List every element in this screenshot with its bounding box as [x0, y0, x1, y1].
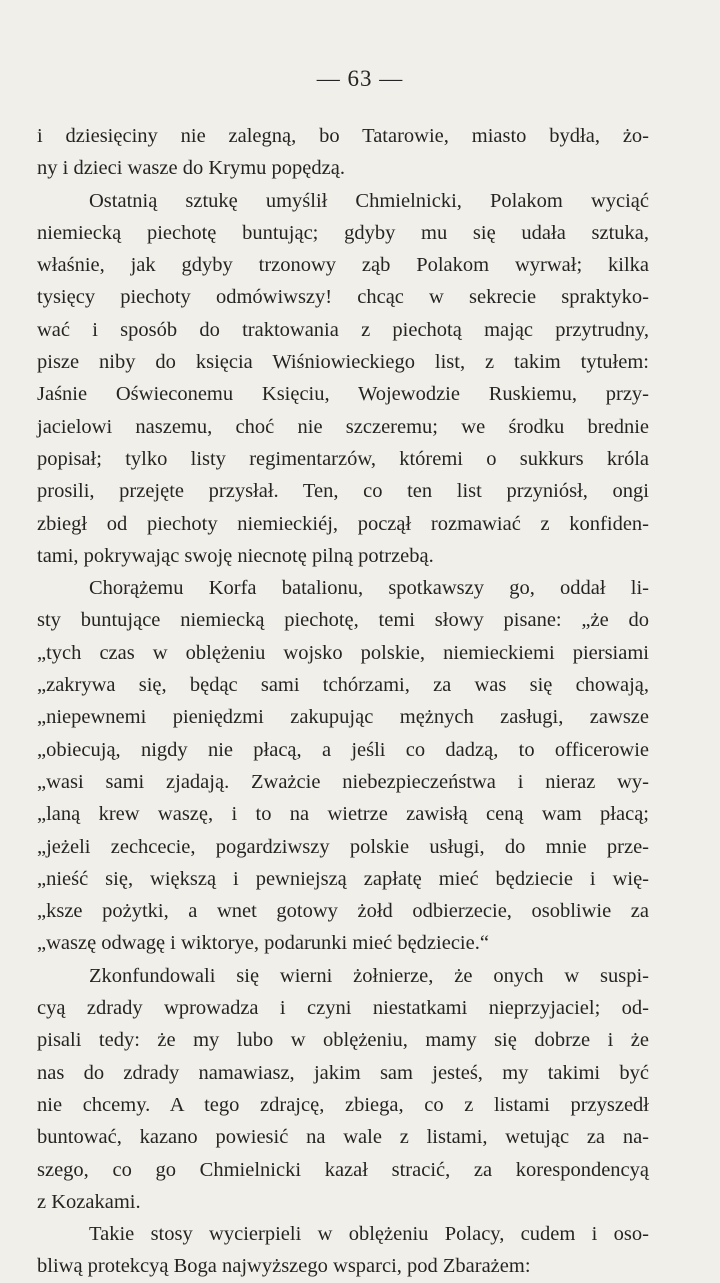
text-line: tysięcy piechoty odmówiwszy! chcąc w sekrecie spraktyko- [37, 286, 649, 309]
text-line: Jaśnie Oświeconemu Księciu, Wojewodzie Ruskiemu, przy- [37, 383, 649, 406]
text-line: popisał; tylko listy regimentarzów, któremi o sukkurs króla [37, 447, 649, 470]
text-line: „zakrywa się, będąc sami tchórzami, za was się chowają, [37, 674, 649, 697]
text-line: szego, co go Chmielnicki kazał stracić, za korespondencyą [37, 1158, 649, 1181]
text-line: Zkonfundowali się wierni żołnierze, że onych w suspi- [89, 964, 649, 987]
text-line: nas do zdrady namawiasz, jakim sam jesteś, my takimi być [37, 1061, 649, 1084]
text-line: Ostatnią sztukę umyślił Chmielnicki, Polakom wyciąć [89, 189, 649, 212]
text-line: sty buntujące niemiecką piechotę, temi słowy pisane: „że do [37, 609, 649, 632]
text-line: zbiegł od piechoty niemieckiéj, począł rozmawiać z konfiden- [37, 512, 649, 535]
page-number: — 63 — [316, 66, 404, 91]
text-line: z Kozakami. [37, 1190, 141, 1213]
text-line: Chorążemu Korfa batalionu, spotkawszy go, oddał li- [89, 577, 649, 600]
text-line: „nieść się, większą i pewniejszą zapłatę mieć będziecie i wię- [37, 867, 649, 890]
text-line: pisze niby do księcia Wiśniowieckiego list, z takim tytułem: [37, 351, 649, 374]
paragraph [37, 120, 649, 185]
text-line: i dziesięciny nie zalegną, bo Tatarowie, miasto bydła, żo- [37, 125, 649, 147]
text-line: „waszę odwagę i wiktorye, podarunki mieć będziecie.“ [37, 932, 489, 955]
text-line: wać i sposób do traktowania z piechotą mając przytrudny, [37, 318, 649, 341]
text-body [37, 120, 649, 1283]
text-line: pisali tedy: że my lubo w oblężeniu, mamy się dobrze i że [37, 1029, 649, 1052]
text-line: niemiecką piechotę buntując; gdyby mu się udała sztuka, [37, 221, 649, 244]
text-line: „ksze pożytki, a wnet gotowy żołd odbierzecie, osobliwie za [37, 900, 649, 923]
text-line: nie chcemy. A tego zdrajcę, zbiega, co z listami przyszedł [37, 1093, 649, 1116]
paragraph [37, 185, 649, 573]
text-line: Takie stosy wycierpieli w oblężeniu Polacy, cudem i oso- [89, 1223, 649, 1246]
text-line: tami, pokrywając swoję niecnotę pilną potrzebą. [37, 544, 434, 567]
text-line: „wasi sami zjadają. Zważcie niebezpieczeństwa i nieraz wy- [37, 770, 649, 793]
paragraph [37, 572, 649, 960]
text-line: „niepewnemi pieniędzmi zakupując mężnych zasługi, zawsze [37, 706, 649, 729]
paragraph [37, 960, 649, 1218]
text-line: „laną krew waszę, i to na wietrze zawisłą ceną wam płacą; [37, 803, 649, 826]
text-line: jacielowi naszemu, choć nie szczeremu; we środku brednie [37, 415, 649, 438]
text-line: cyą zdrady wprowadza i czyni niestatkami nieprzyjaciel; od- [37, 997, 649, 1020]
text-line: buntować, kazano powiesić na wale z listami, wetując za na- [37, 1126, 649, 1149]
text-line: bliwą protekcyą Boga najwyższego wsparci, pod Zbarażem: [37, 1255, 531, 1278]
text-line: „jeżeli zechcecie, pogardziwszy polskie usługi, do mnie prze- [37, 835, 649, 858]
text-line: ny i dzieci wasze do Krymu popędzą. [37, 157, 345, 180]
text-line: prosili, przejęte przysłał. Ten, co ten list przyniósł, ongi [37, 480, 649, 503]
text-line: „tych czas w oblężeniu wojsko polskie, niemieckiemi piersiami [37, 641, 649, 664]
text-line: „obiecują, nigdy nie płacą, a jeśli co dadzą, to officerowie [37, 738, 649, 761]
text-line: właśnie, jak gdyby trzonowy ząb Polakom wyrwał; kilka [37, 254, 649, 277]
paragraph [37, 1218, 649, 1283]
